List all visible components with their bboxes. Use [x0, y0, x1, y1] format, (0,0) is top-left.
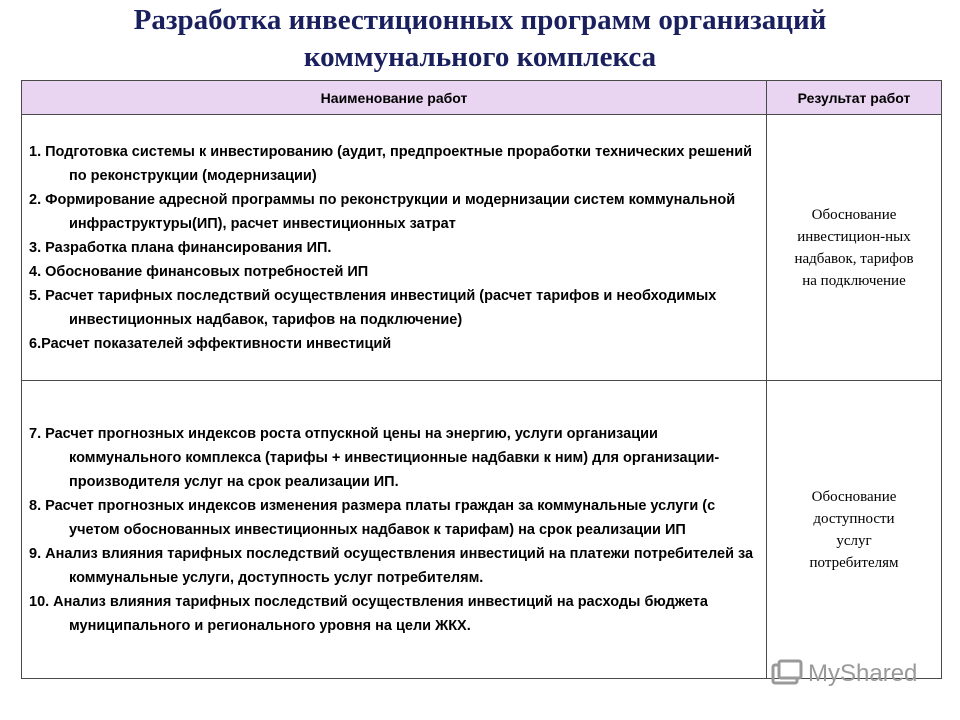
works-table	[21, 80, 942, 679]
list-item: 10. Анализ влияния тарифных последствий осуществления инвестиций на расходы бюджета муниципального и регионального уровня на цели ЖКХ.	[29, 593, 708, 634]
list-item: 5. Расчет тарифных последствий осуществления инвестиций (расчет тарифов и необходимых инвестиционных надбавок, тарифов на подключение)	[29, 288, 717, 328]
page-title	[0, 2, 960, 76]
work-list-2	[22, 381, 767, 679]
header-work-name: Наименование работ	[22, 81, 767, 115]
list-item: 1. Подготовка системы к инвестированию (аудит, предпроектные проработки технических решений по реконструкции (модернизации)	[29, 144, 753, 184]
title-line-1: Разработка инвестиционных программ организаций	[133, 4, 827, 36]
title-line-2: коммунального комплекса	[303, 41, 657, 73]
list-item: 6.Расчет показателей эффективности инвестиций	[29, 336, 392, 352]
watermark-text: MyShared	[808, 660, 918, 687]
list-item: 2. Формирование адресной программы по реконструкции и модернизации систем коммунальной инфраструктуры(ИП), расчет инвестиционных затрат	[29, 192, 736, 232]
myshared-logo-icon	[770, 659, 804, 689]
result-text: Обоснование инвестицион-ных надбавок, тарифов на подключение	[794, 206, 914, 289]
list-item: 7. Расчет прогнозных индексов роста отпускной цены на энергию, услуги организации коммунального комплекса (тарифы + инвестиционные надбавки к ним) для организации-производителя услуг на срок реализации ИП.	[29, 425, 720, 490]
watermark	[770, 657, 917, 691]
table-row	[22, 115, 942, 381]
table-header-row	[22, 81, 942, 115]
header-work-result: Результат работ	[767, 81, 942, 115]
table-row	[22, 381, 942, 679]
list-item: 4. Обоснование финансовых потребностей ИП	[29, 264, 369, 280]
result-text: Обоснование доступности услуг потребителям	[809, 488, 899, 571]
list-item: 9. Анализ влияния тарифных последствий осуществления инвестиций на платежи потребителей за коммунальные услуги, доступность услуг потребителям.	[29, 545, 754, 586]
result-cell-1	[767, 115, 942, 381]
list-item: 8. Расчет прогнозных индексов изменения размера платы граждан за коммунальные услуги (с учетом обоснованных инвестиционных надбавок к тарифам) на срок реализации ИП	[29, 497, 716, 538]
work-list-1	[22, 115, 767, 381]
list-item: 3. Разработка плана финансирования ИП.	[29, 240, 332, 256]
result-cell-2	[767, 381, 942, 679]
